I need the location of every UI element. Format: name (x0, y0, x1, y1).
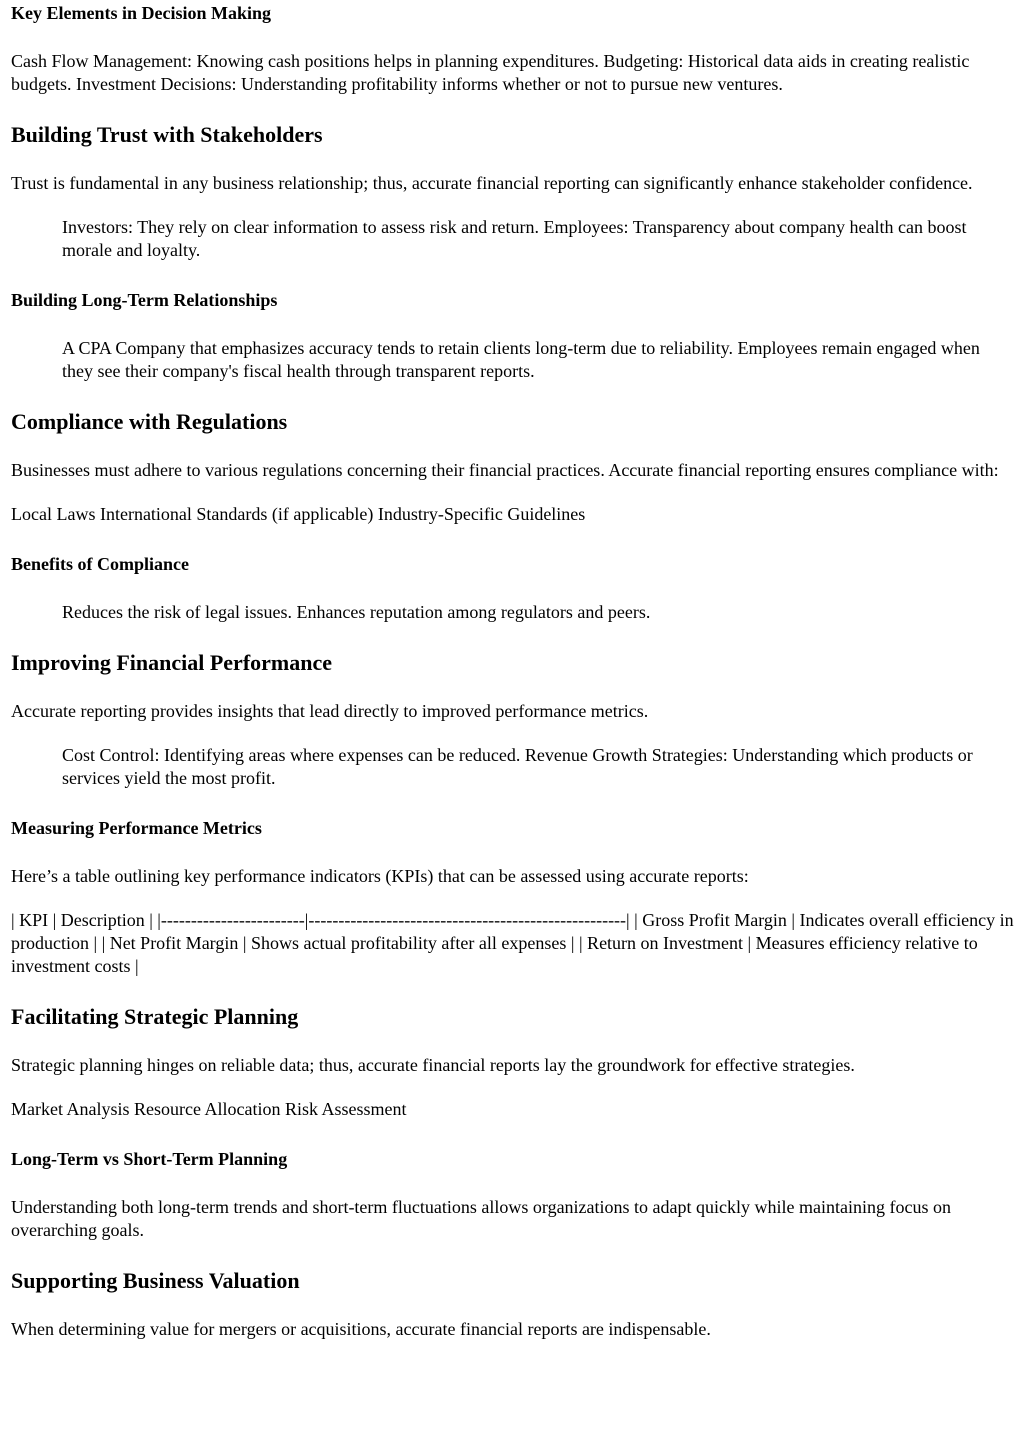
heading-building-trust: Building Trust with Stakeholders (11, 122, 323, 147)
article-content (0, 2, 1024, 1341)
heading-performance-metrics: Measuring Performance Metrics (11, 818, 262, 838)
heading-key-elements: Key Elements in Decision Making (11, 3, 271, 23)
list-compliance-areas: Local Laws International Standards (if applicable) Industry-Specific Guidelines (11, 504, 586, 524)
quote-benefits-of-compliance: Reduces the risk of legal issues. Enhances reputation among regulators and peers. (62, 602, 651, 622)
heading-compliance: Compliance with Regulations (11, 409, 288, 434)
paragraph-key-elements: Cash Flow Management: Knowing cash positions helps in planning expenditures. Budgeting: Historical data aids in creating realistic budgets. Investment Decisions: Understanding profitability informs whether or not to pursue new ventures. (11, 51, 970, 94)
paragraph-long-vs-short-term: Understanding both long-term trends and short-term fluctuations allows organizations to adapt quickly while maintaining focus on overarching goals. (11, 1197, 951, 1240)
heading-long-vs-short-term: Long-Term vs Short-Term Planning (11, 1149, 288, 1169)
paragraph-strategic-planning: Strategic planning hinges on reliable data; thus, accurate financial reports lay the groundwork for effective strategies. (11, 1055, 855, 1075)
paragraph-business-valuation: When determining value for mergers or acquisitions, accurate financial reports are indispensable. (11, 1319, 711, 1339)
paragraph-compliance: Businesses must adhere to various regulations concerning their financial practices. Accurate financial reporting ensures compliance with: (11, 460, 999, 480)
paragraph-building-trust: Trust is fundamental in any business relationship; thus, accurate financial reporting can significantly enhance stakeholder confidence. (11, 173, 973, 193)
paragraph-financial-performance: Accurate reporting provides insights that lead directly to improved performance metrics. (11, 701, 649, 721)
quote-long-term-relationships: A CPA Company that emphasizes accuracy tends to retain clients long-term due to reliability. Employees remain engaged when they see their company's fiscal health through transparent reports. (62, 338, 980, 381)
list-strategic-areas: Market Analysis Resource Allocation Risk Assessment (11, 1099, 407, 1119)
quote-financial-performance: Cost Control: Identifying areas where expenses can be reduced. Revenue Growth Strategies: Understanding which products or services yield the most profit. (62, 745, 973, 788)
quote-stakeholders: Investors: They rely on clear information to assess risk and return. Employees: Transparency about company health can boost morale and loyalty. (62, 217, 967, 260)
heading-strategic-planning: Facilitating Strategic Planning (11, 1004, 299, 1029)
heading-business-valuation: Supporting Business Valuation (11, 1268, 300, 1293)
heading-benefits-of-compliance: Benefits of Compliance (11, 554, 189, 574)
kpi-table-text: | KPI | Description | |------------------------|-----------------------------------------------------| | Gross Profit Margin | Indicates overall efficiency in production | | Net Profit Margin | Shows actual profitability after all expenses | | Return on Investment | Measures efficiency relative to investment costs | (11, 910, 1014, 976)
heading-financial-performance: Improving Financial Performance (11, 650, 332, 675)
heading-long-term-relationships: Building Long-Term Relationships (11, 290, 278, 310)
paragraph-performance-metrics: Here’s a table outlining key performance indicators (KPIs) that can be assessed using accurate reports: (11, 866, 749, 886)
